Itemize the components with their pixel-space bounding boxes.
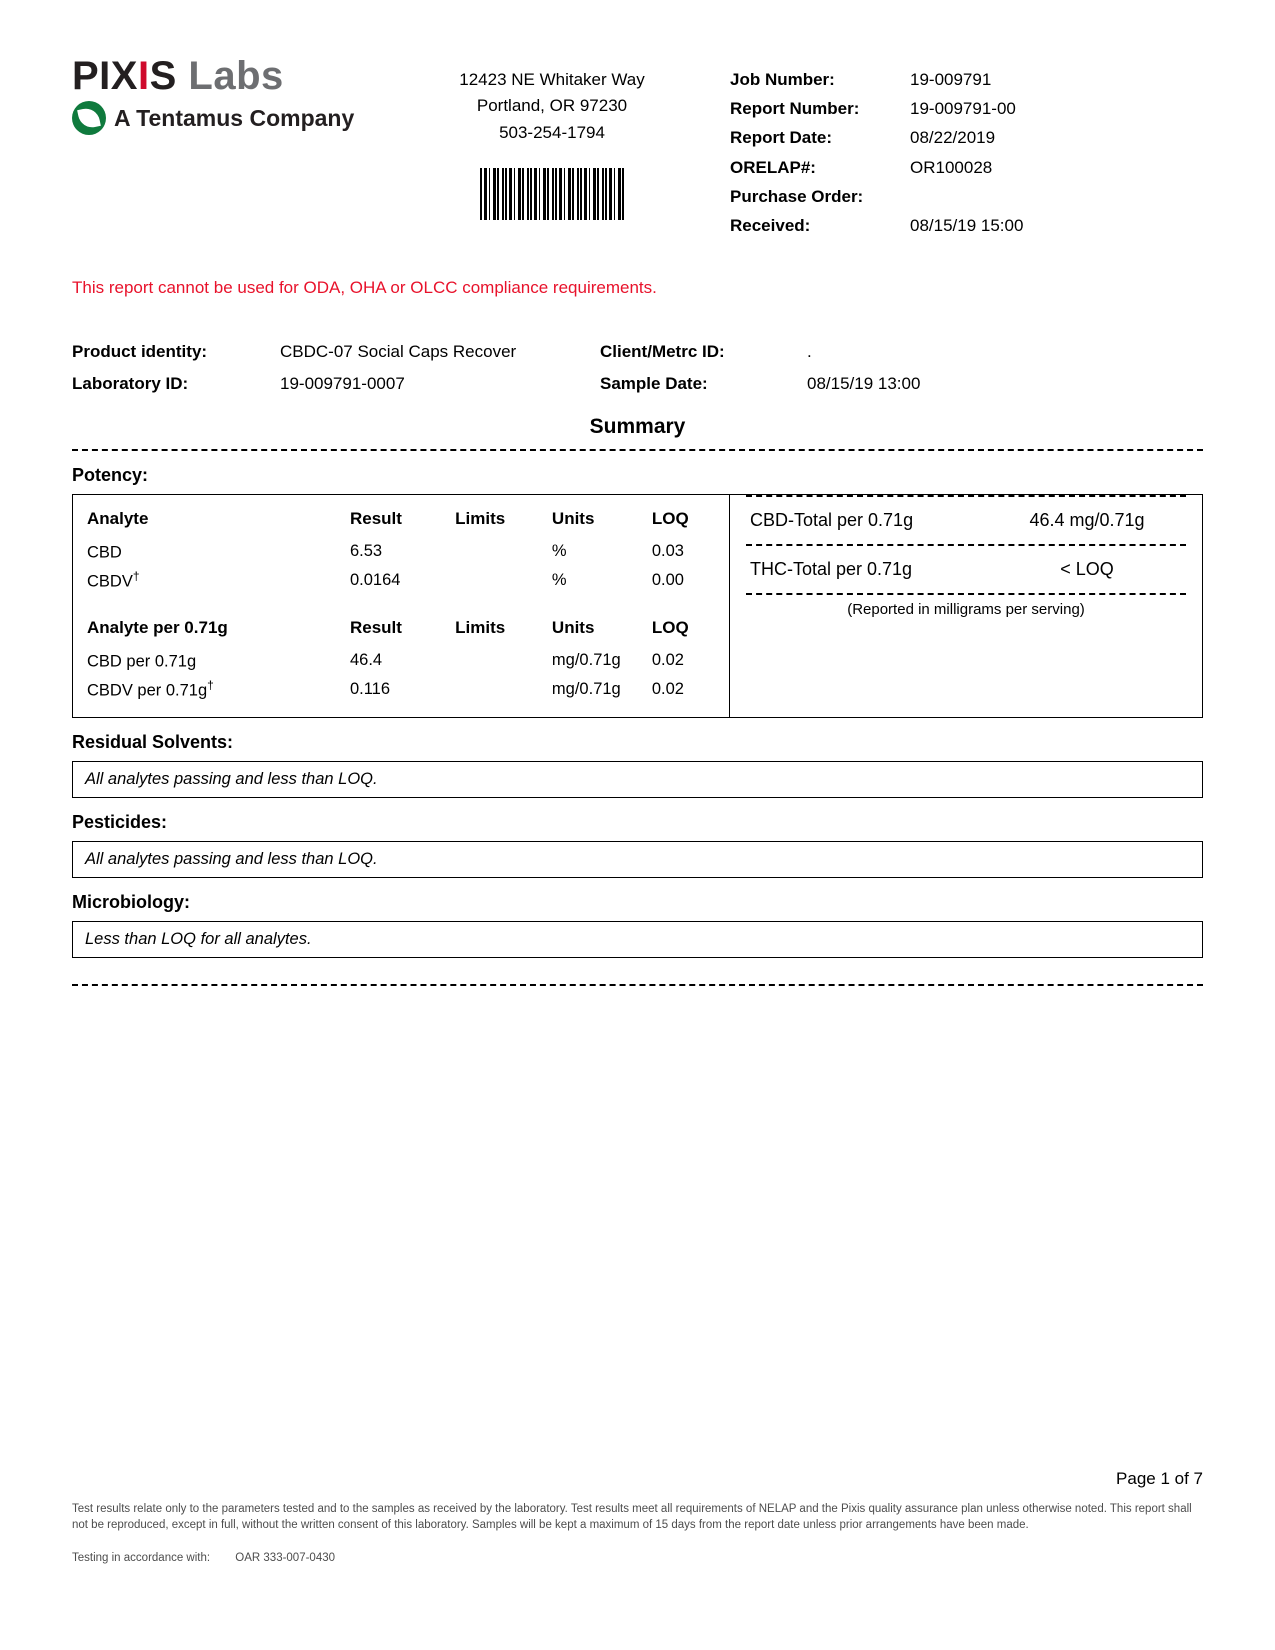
meta-label: Report Number: — [730, 99, 860, 119]
laboratory-id-label: Laboratory ID: — [72, 373, 189, 393]
cell-limits — [455, 537, 552, 566]
dagger-mark: † — [132, 568, 140, 583]
page-number: Page 1 of 7 — [1116, 1468, 1203, 1488]
col-header-analyte-per-serving: Analyte per 0.71g — [87, 618, 228, 638]
sample-date-value: 08/15/19 13:00 — [807, 373, 921, 393]
leaf-icon — [72, 101, 106, 135]
total-row-thc — [746, 546, 1186, 593]
meta-value: OR100028 — [910, 157, 993, 177]
page-header — [72, 0, 1203, 240]
col-header-loq-2: LOQ — [651, 618, 689, 638]
table-row — [87, 566, 715, 595]
potency-header-row — [87, 507, 715, 537]
microbiology-heading: Microbiology: — [72, 892, 190, 913]
cell-analyte — [87, 566, 350, 595]
product-identity-label: Product identity: — [72, 342, 208, 362]
identity-row-lab — [72, 368, 1203, 399]
testing-accordance-row — [72, 1552, 1203, 1564]
dagger-mark: † — [207, 677, 214, 692]
cell-loq: 0.03 — [651, 542, 684, 561]
meta-row — [730, 123, 1203, 152]
cell-analyte — [87, 537, 350, 566]
total-row-cbd — [746, 497, 1186, 544]
logo-wordmark — [72, 55, 402, 97]
meta-value: 19-009791-00 — [910, 99, 1016, 119]
cell-analyte — [87, 675, 350, 704]
total-value-cbd: 46.4 mg/0.71g — [1029, 510, 1145, 531]
meta-row — [730, 211, 1203, 240]
page-footer — [72, 1469, 1203, 1564]
logo-text-i: I — [137, 54, 150, 98]
meta-label: Purchase Order: — [730, 186, 864, 206]
spacer-cell — [87, 594, 715, 616]
col-header-analyte: Analyte — [87, 509, 149, 529]
divider-top — [72, 449, 1203, 451]
cell-limits — [455, 646, 552, 675]
meta-label: Received: — [730, 216, 811, 236]
col-header-result: Result — [349, 509, 402, 529]
potency-header-row-2 — [87, 616, 715, 646]
totals-panel — [730, 495, 1202, 717]
potency-table — [87, 507, 715, 703]
logo-tagline: A Tentamus Company — [114, 104, 355, 131]
totals-list — [730, 495, 1202, 618]
cell-units: % — [551, 570, 567, 589]
total-label-thc: THC-Total per 0.71g — [750, 559, 913, 580]
logo-text-pix: PIX — [72, 54, 138, 98]
barcode-image — [480, 168, 625, 220]
cell-analyte — [87, 646, 350, 675]
table-row — [87, 675, 715, 704]
residual-solvents-heading: Residual Solvents: — [72, 732, 234, 753]
analyte-name: CBDV — [87, 572, 133, 591]
cell-units: mg/0.71g — [551, 651, 621, 670]
cell-limits — [455, 566, 552, 595]
potency-panel — [72, 494, 1203, 718]
client-metrc-label: Client/Metrc ID: — [600, 342, 725, 362]
company-address — [402, 55, 702, 220]
meta-value: 19-009791 — [910, 70, 992, 89]
client-metrc-value: . — [807, 342, 812, 362]
testing-accordance-value: OAR 333-007-0430 — [235, 1552, 336, 1564]
address-line-2: Portland, OR 97230 — [476, 96, 628, 116]
cell-loq: 0.00 — [651, 570, 684, 589]
logo-text-labs: Labs — [188, 54, 284, 98]
company-logo — [72, 55, 402, 135]
meta-row — [730, 65, 1203, 94]
table-spacer — [87, 594, 715, 616]
sample-identity — [72, 336, 1203, 399]
pesticides-heading: Pesticides: — [72, 812, 168, 833]
cell-limits — [455, 675, 552, 704]
meta-label: ORELAP#: — [730, 157, 816, 177]
totals-note: (Reported in milligrams per serving) — [847, 601, 1085, 619]
analyte-name: CBD — [87, 543, 122, 562]
laboratory-id-value: 19-009791-0007 — [280, 373, 405, 393]
logo-text-s: S — [149, 54, 177, 98]
meta-row — [730, 94, 1203, 123]
total-label-cbd: CBD-Total per 0.71g — [750, 510, 914, 531]
analyte-name: CBD per 0.71g — [87, 652, 197, 671]
cell-loq: 0.02 — [651, 651, 684, 670]
col-header-limits: Limits — [455, 509, 506, 529]
meta-row — [730, 153, 1203, 182]
cell-units: % — [551, 542, 567, 561]
table-row — [87, 646, 715, 675]
report-metadata — [702, 55, 1203, 240]
logo-tagline-row — [72, 101, 402, 135]
analyte-name: CBDV per 0.71g — [87, 681, 208, 700]
col-header-loq: LOQ — [651, 509, 689, 529]
meta-value: 08/22/2019 — [910, 128, 996, 148]
pesticides-statement: All analytes passing and less than LOQ. — [72, 841, 1203, 878]
meta-label: Job Number: — [730, 70, 835, 89]
table-row — [87, 537, 715, 566]
divider-bottom — [72, 984, 1203, 986]
sample-date-label: Sample Date: — [600, 373, 708, 393]
col-header-result-2: Result — [349, 618, 402, 638]
cell-result: 0.116 — [349, 679, 391, 698]
col-header-units: Units — [551, 509, 595, 529]
meta-value — [910, 182, 1203, 211]
meta-value: 08/15/19 15:00 — [910, 216, 1024, 236]
cell-loq: 0.02 — [651, 679, 684, 698]
cell-result: 0.0164 — [349, 570, 401, 589]
summary-title: Summary — [589, 415, 686, 439]
cell-result: 6.53 — [349, 542, 383, 561]
col-header-units-2: Units — [551, 618, 595, 638]
product-identity-value: CBDC-07 Social Caps Recover — [280, 342, 517, 362]
address-line-1: 12423 NE Whitaker Way — [459, 70, 645, 89]
total-value-thc: < LOQ — [1060, 559, 1114, 580]
microbiology-statement: Less than LOQ for all analytes. — [72, 921, 1203, 958]
company-phone: 503-254-1794 — [499, 122, 605, 142]
potency-table-container — [73, 495, 730, 717]
cell-result: 46.4 — [349, 651, 383, 670]
testing-accordance-label: Testing in accordance with: — [72, 1552, 211, 1564]
residual-solvents-statement: All analytes passing and less than LOQ. — [72, 761, 1203, 798]
meta-label: Report Date: — [730, 128, 833, 148]
footer-disclaimer: Test results relate only to the parameters tested and to the samples as received by the laboratory. Test results meet all requirements of NELAP and the Pixis quality assurance plan unless otherwise noted. This report shall not be reproduced, except in full, without the written consent of this laboratory. Samples will be kept a maximum of 15 days from the report date unless prior arrangements have been made. — [72, 1502, 1192, 1532]
compliance-notice: This report cannot be used for ODA, OHA or OLCC compliance requirements. — [72, 278, 657, 298]
cell-units: mg/0.71g — [551, 679, 621, 698]
potency-heading: Potency: — [72, 465, 149, 486]
identity-row-product — [72, 336, 1203, 367]
col-header-limits-2: Limits — [455, 618, 506, 638]
meta-row — [730, 182, 1203, 211]
